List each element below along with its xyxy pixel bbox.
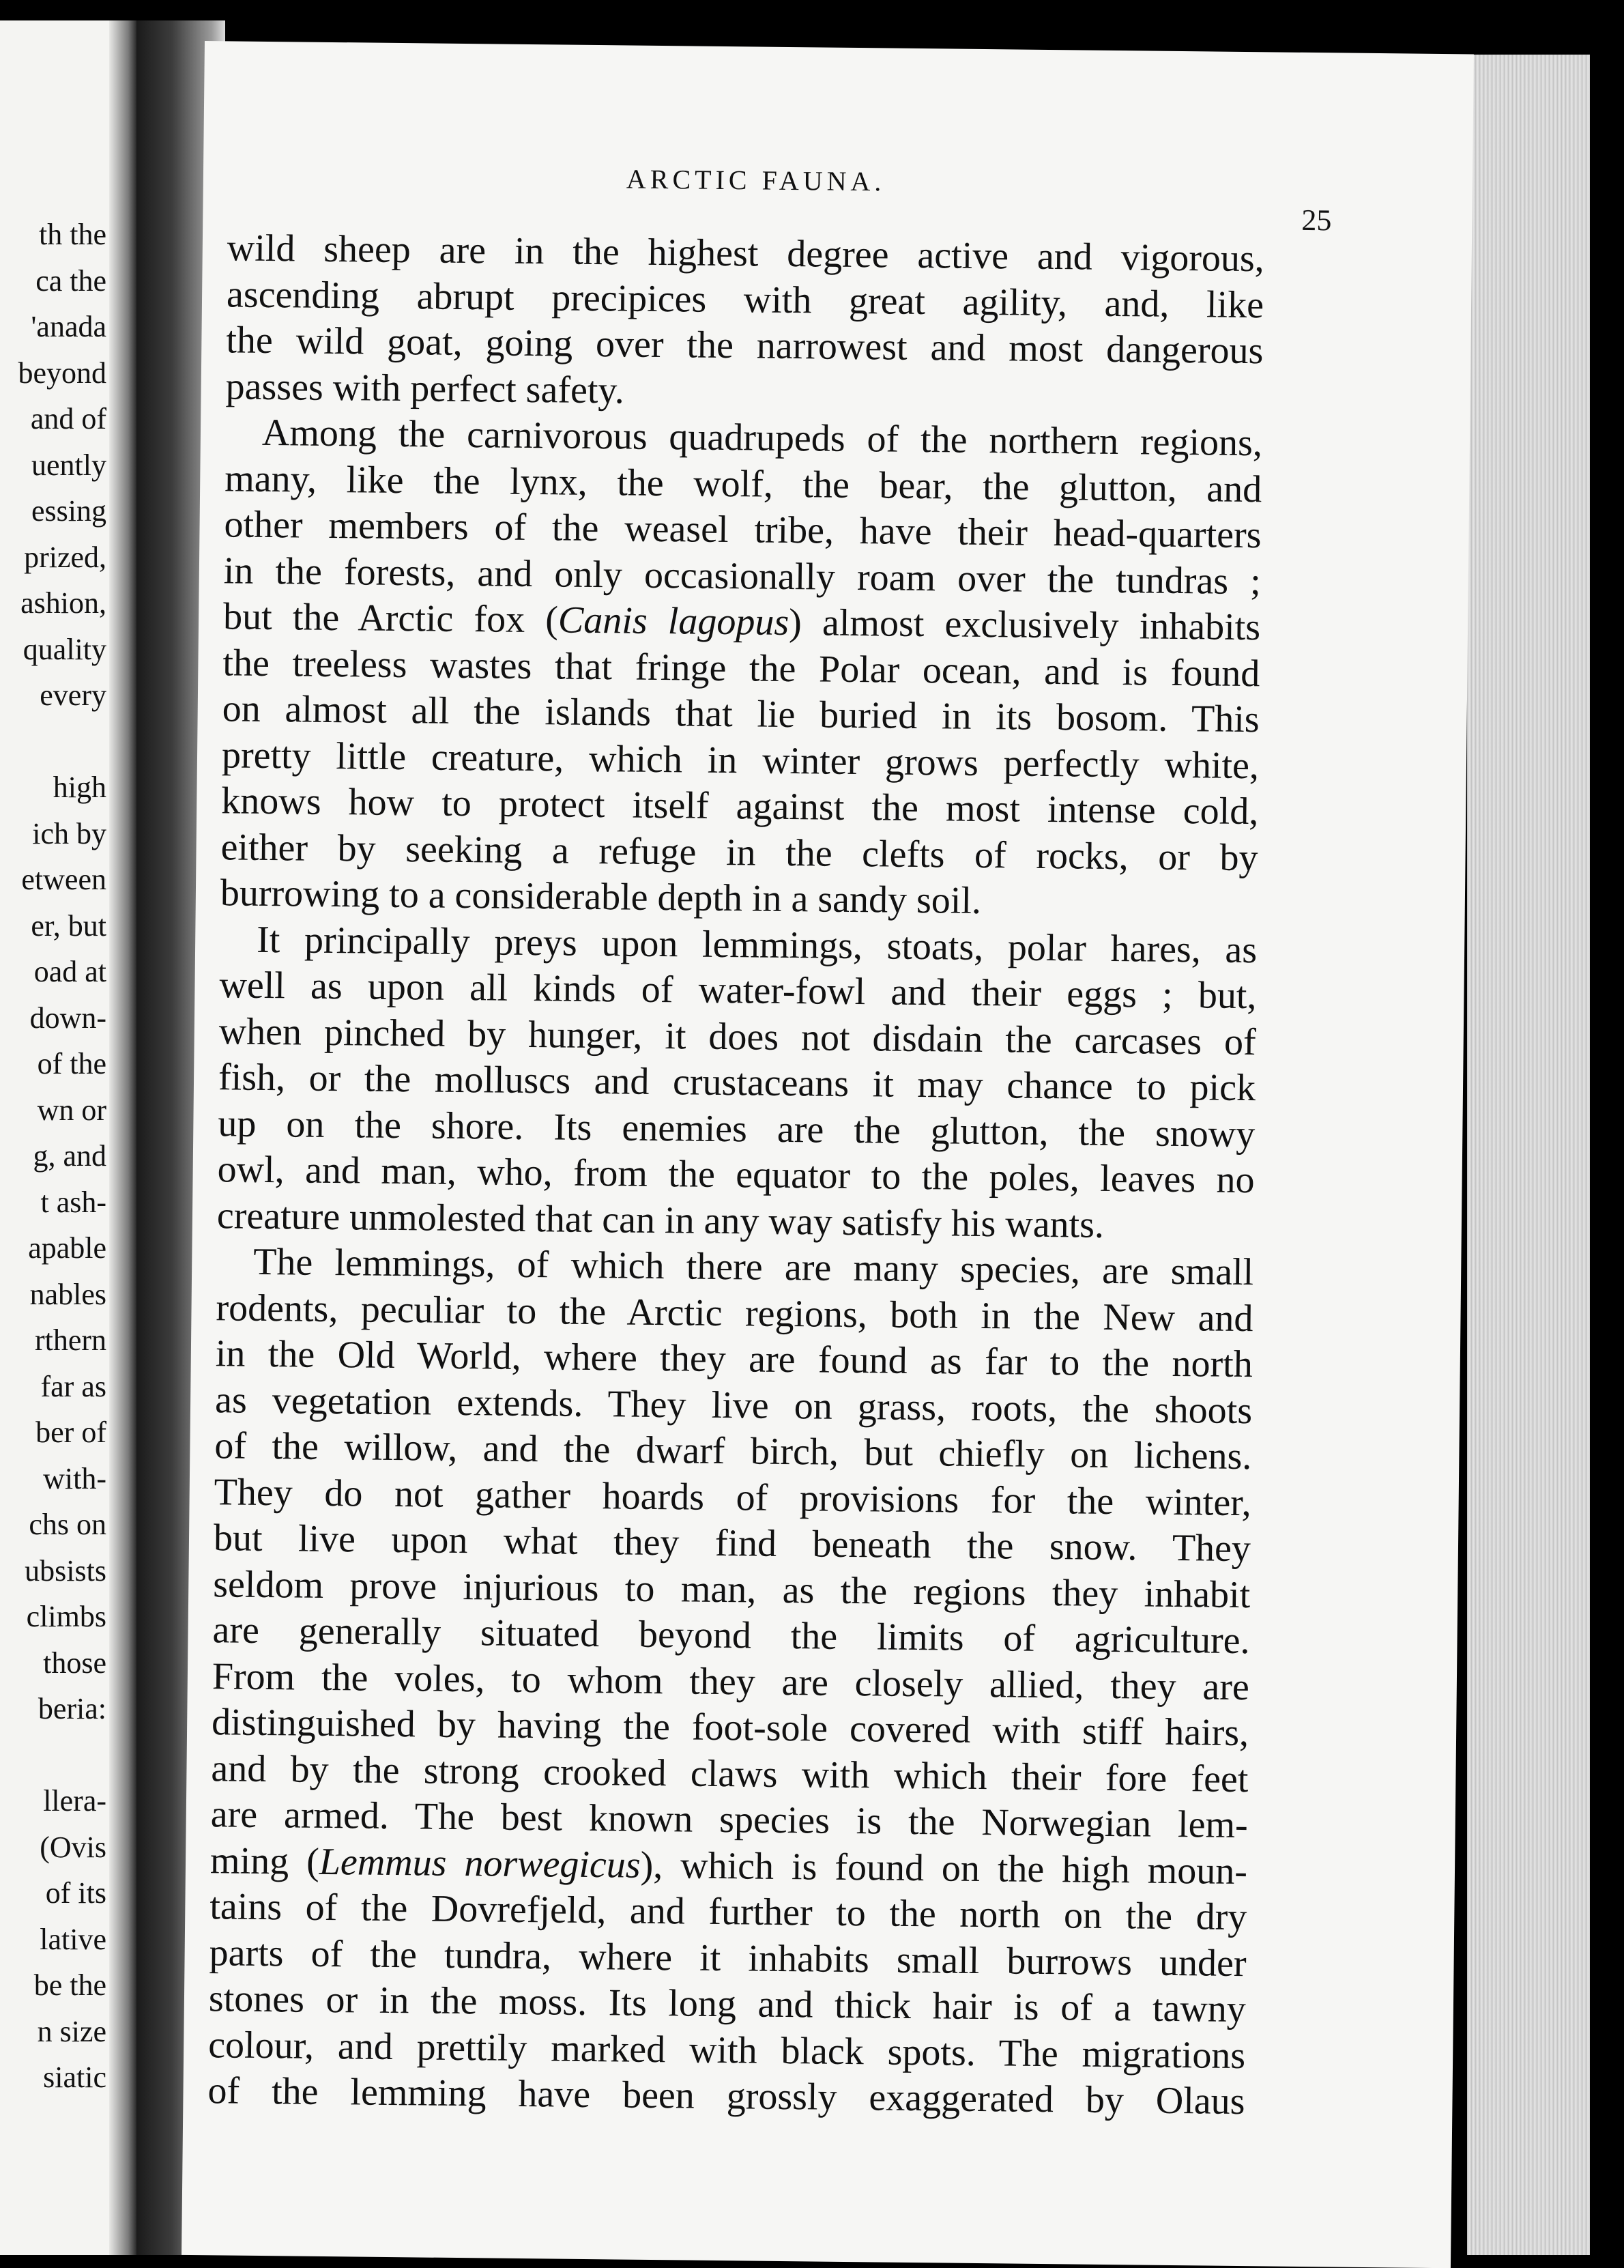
left-page-line: ashion, — [20, 586, 106, 620]
left-page-line: prized, — [24, 540, 106, 574]
text-line: knows how to protect itself against the most intense cold, — [221, 779, 1259, 833]
text-line: the wild goat, going over the narrowest and most dangerous — [226, 319, 1264, 373]
text-line: in the Old World, where they are found as far to the north — [215, 1332, 1253, 1386]
left-page-line: and of — [30, 402, 106, 435]
left-facing-page — [0, 20, 136, 2255]
page-edges — [1467, 55, 1590, 2255]
left-page-line: lative — [40, 1922, 106, 1956]
text-line: It principally preys upon lemmings, stoats, polar hares, as — [256, 918, 1258, 971]
left-page-line: etween — [21, 863, 106, 896]
text-line: many, like the lynx, the wolf, the bear, the glutton, and — [224, 457, 1262, 511]
left-page-line: apable — [28, 1231, 106, 1265]
text-line: of the willow, and the dwarf birch, but chiefly on lichens. — [214, 1424, 1252, 1478]
text-line: are armed. The best known species is the Norwegian lem- — [210, 1793, 1249, 1847]
text-line: but live upon what they find beneath the snow. They — [213, 1517, 1251, 1570]
text-line: seldom prove injurious to man, as the regions they inhabit — [213, 1562, 1251, 1616]
left-page-line: 'anada — [31, 310, 106, 343]
left-page-line: nables — [29, 1277, 106, 1311]
left-page-line: be the — [33, 1968, 106, 2002]
text-line: creature unmolested that can in any way satisfy his wants. — [216, 1194, 1105, 1246]
left-page-line: rthern — [34, 1323, 106, 1357]
left-page-line: those — [43, 1646, 106, 1680]
text-line: the treeless wastes that fringe the Polar ocean, and is found — [222, 641, 1260, 695]
text-line: The lemmings, of which there are many species, are small — [252, 1240, 1254, 1294]
text-line: owl, and man, who, from the equator to the poles, leaves no — [217, 1148, 1255, 1202]
left-page-line: chs on — [29, 1508, 106, 1541]
text-line: tains of the Dovrefjeld, and further to the north on the dry — [209, 1885, 1247, 1939]
text-line: as vegetation extends. They live on grass, roots, the shoots — [214, 1378, 1253, 1432]
text-line: up on the shore. Its enemies are the glutton, the snowy — [218, 1102, 1256, 1155]
text-line: distinguished by having the foot-sole covered with stiff hairs, — [211, 1701, 1249, 1755]
left-page-line — [18, 1732, 106, 1779]
left-page-line: wn or — [37, 1093, 106, 1127]
text-line: on almost all the islands that lie buried in its bosom. This — [222, 687, 1260, 741]
left-page-line: high — [53, 771, 106, 804]
text-line: wild sheep are in the highest degree active and vigorous, — [227, 227, 1265, 281]
text-line: when pinched by hunger, it does not disdain the carcases of — [218, 1009, 1257, 1063]
text-line: From the voles, to whom they are closely allied, they are — [212, 1654, 1250, 1708]
text-line: in the forests, and only occasionally roam over the tundras ; — [223, 549, 1262, 603]
text-line: of the lemming have been grossly exaggerated by Olaus — [207, 2069, 1245, 2123]
text-line: parts of the tundra, where it inhabits small burrows under — [209, 1931, 1247, 1985]
text-line: but the Arctic fox (Canis lagopus) almost exclusively inhabits — [222, 595, 1261, 649]
left-page-line: ca the — [35, 263, 106, 298]
text-line: fish, or the molluscs and crustaceans it may chance to pick — [218, 1056, 1256, 1110]
page-number: 25 — [1301, 203, 1332, 238]
text-line: passes with perfect safety. — [225, 364, 625, 412]
left-page-line: ubsists — [25, 1553, 106, 1588]
text-line: colour, and prettily marked with black spots. The migrations — [207, 2023, 1246, 2077]
text-line: are generally situated beyond the limits of agriculture. — [212, 1609, 1250, 1663]
text-line: rodents, peculiar to the Arctic regions, both in the New and — [216, 1286, 1253, 1340]
running-head: ARCTIC FAUNA. — [626, 163, 886, 197]
left-page-line: llera- — [43, 1784, 106, 1818]
left-page-line: (Ovis — [40, 1830, 106, 1864]
text-line: pretty little creature, which in winter grows perfectly white, — [221, 733, 1260, 787]
text-line: burrowing to a considerable depth in a sandy soil. — [220, 872, 982, 922]
left-page-line: of the — [37, 1047, 106, 1080]
left-page-line: n size — [37, 2014, 106, 2048]
left-page-line: beyond — [18, 356, 106, 390]
left-page-line: uently — [31, 448, 106, 482]
text-line: They do not gather hoards of provisions for the winter, — [214, 1470, 1251, 1524]
body-text — [207, 225, 1264, 2125]
text-line: ascending abrupt precipices with great agility, and, like — [226, 272, 1264, 326]
left-page-line: ber of — [35, 1416, 106, 1449]
right-page — [182, 41, 1474, 2268]
left-page-line: g, and — [33, 1139, 106, 1173]
text-line: and by the strong crooked claws with which their fore feet — [211, 1747, 1249, 1800]
left-page-line: er, but — [31, 908, 106, 943]
left-page-line: siatic — [43, 2061, 106, 2094]
left-page-line: beria: — [38, 1692, 106, 1725]
left-page-line: with- — [43, 1461, 106, 1495]
left-page-line — [18, 719, 106, 765]
text-line: stones or in the moss. Its long and thick hair is of a tawny — [208, 1977, 1247, 2031]
left-page-line: far as — [40, 1369, 106, 1403]
left-page-line: quality — [23, 632, 106, 666]
left-page-text-fragments — [18, 212, 106, 2101]
left-page-line: of its — [45, 1876, 106, 1910]
text-line: well as upon all kinds of water-fowl and their eggs ; but, — [219, 964, 1257, 1018]
text-line: other members of the weasel tribe, have their head-quarters — [224, 503, 1262, 557]
left-page-line: t ash- — [40, 1185, 106, 1219]
left-page-line: th the — [39, 218, 106, 251]
left-page-line: oad at — [33, 955, 106, 988]
left-page-line: essing — [31, 494, 106, 528]
left-page-line: ich by — [32, 816, 106, 850]
left-page-gutter-shadow — [109, 20, 136, 2255]
left-page-line: down- — [29, 1001, 106, 1035]
text-line: Among the carnivorous quadrupeds of the northern regions, — [261, 411, 1263, 465]
left-page-line: climbs — [26, 1600, 106, 1633]
left-page-line: every — [40, 678, 106, 712]
text-line: ming (Lemmus norwegicus), which is found on the high moun- — [209, 1839, 1248, 1893]
text-line: either by seeking a refuge in the clefts of rocks, or by — [220, 825, 1258, 879]
